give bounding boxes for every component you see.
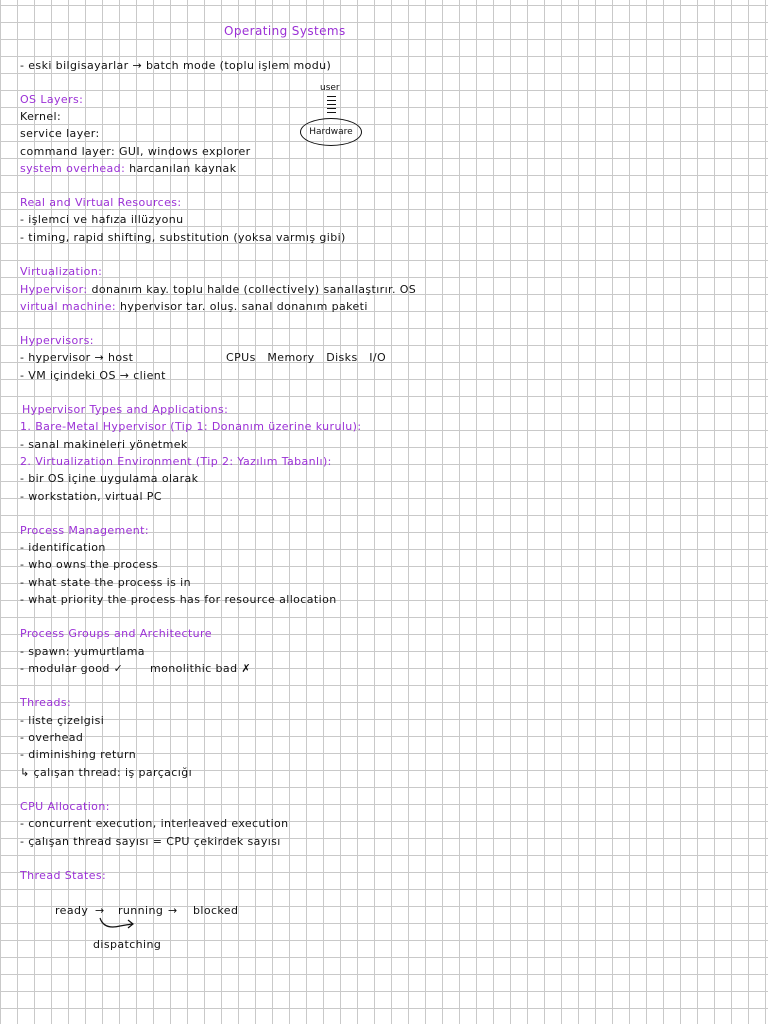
state-dispatching: dispatching bbox=[93, 938, 162, 951]
hypervisor-label: Hypervisor: bbox=[20, 283, 88, 296]
state-blocked: blocked bbox=[193, 904, 239, 917]
real-virtual-heading: Real and Virtual Resources: bbox=[20, 196, 182, 209]
command-layer-line: command layer: GUI, windows explorer bbox=[20, 145, 251, 158]
hypervisor-types-heading: Hypervisor Types and Applications: bbox=[22, 403, 229, 416]
process-groups-line-1: - spawn: yumurtlama bbox=[20, 645, 145, 658]
vm-text: hypervisor tar. oluş. sanal donanım paketi bbox=[119, 300, 368, 313]
arrow-right-icon: → bbox=[168, 904, 178, 917]
virtualization-heading: Virtualization: bbox=[20, 265, 103, 278]
os-layers-heading: OS Layers: bbox=[20, 93, 84, 106]
arrow-right-icon: → bbox=[95, 904, 105, 917]
process-groups-monolithic: monolithic bad ✗ bbox=[150, 662, 251, 675]
threads-item: - overhead bbox=[20, 731, 84, 744]
service-layer-line: service layer: bbox=[20, 127, 100, 140]
system-overhead-text: harcanılan kaynak bbox=[129, 162, 237, 175]
vm-label: virtual machine: bbox=[20, 300, 117, 313]
hypervisors-resources: CPUs Memory Disks I/O bbox=[226, 351, 387, 364]
hypervisors-heading: Hypervisors: bbox=[20, 334, 94, 347]
hypervisors-line-1: - hypervisor → host bbox=[20, 351, 134, 364]
kernel-line: Kernel: bbox=[20, 110, 62, 123]
hypervisor-text: donanım kay. toplu halde (collectively) sanallaştırır. OS bbox=[91, 283, 417, 296]
process-management-item: - identification bbox=[20, 541, 106, 554]
thread-states-heading: Thread States: bbox=[20, 869, 107, 882]
threads-item: - diminishing return bbox=[20, 748, 137, 761]
type-2-detail-1: - bir OS içine uygulama olarak bbox=[20, 472, 199, 485]
cpu-allocation-line-1: - concurrent execution, interleaved execution bbox=[20, 817, 289, 830]
type-1-line: 1. Bare-Metal Hypervisor (Tip 1: Donanım üzerine kurulu): bbox=[20, 420, 362, 433]
process-management-heading: Process Management: bbox=[20, 524, 149, 537]
cpu-allocation-heading: CPU Allocation: bbox=[20, 800, 110, 813]
threads-item: - liste çizelgisi bbox=[20, 714, 105, 727]
process-management-item: - what priority the process has for resource allocation bbox=[20, 593, 337, 606]
type-2-detail-2: - workstation, virtual PC bbox=[20, 490, 162, 503]
process-management-item: - what state the process is in bbox=[20, 576, 191, 589]
process-management-item: - who owns the process bbox=[20, 558, 159, 571]
process-groups-heading: Process Groups and Architecture bbox=[20, 627, 212, 640]
intro-line: - eski bilgisayarlar → batch mode (toplu işlem modu) bbox=[20, 59, 332, 72]
type-1-detail: - sanal makineleri yönetmek bbox=[20, 438, 188, 451]
hypervisors-line-2: - VM içindeki OS → client bbox=[20, 369, 166, 382]
state-running: running bbox=[118, 904, 164, 917]
process-groups-modular: - modular good ✓ bbox=[20, 662, 124, 675]
threads-note: ↳ çalışan thread: iş parçacığı bbox=[20, 766, 193, 779]
cpu-allocation-line-2: - çalışan thread sayısı = CPU çekirdek sayısı bbox=[20, 835, 281, 848]
page-title: Operating Systems bbox=[224, 24, 346, 38]
type-2-line: 2. Virtualization Environment (Tip 2: Yazılım Tabanlı): bbox=[20, 455, 332, 468]
user-label: user bbox=[320, 83, 340, 93]
hardware-label: Hardware bbox=[309, 127, 353, 137]
state-ready: ready bbox=[55, 904, 89, 917]
real-virtual-line-1: - işlemci ve hafıza illüzyonu bbox=[20, 213, 184, 226]
real-virtual-line-2: - timing, rapid shifting, substitution (yoksa varmış gibi) bbox=[20, 231, 346, 244]
system-overhead-label: system overhead: bbox=[20, 162, 126, 175]
threads-heading: Threads: bbox=[20, 696, 72, 709]
